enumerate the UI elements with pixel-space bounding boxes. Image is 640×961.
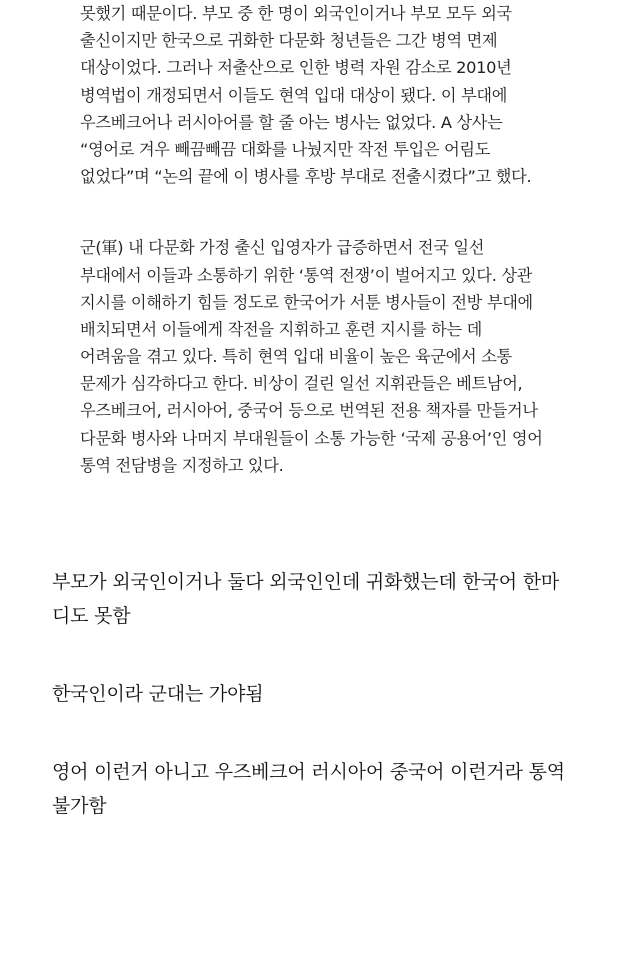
article-line: 대상이었다. 그러나 저출산으로 인한 병력 자원 감소로 2010년 [80,58,512,78]
article-line: 출신이지만 한국으로 귀화한 다문화 청년들은 그간 병역 면제 [80,31,498,51]
comment-3 [52,755,632,823]
article-line: 배치되면서 이들에게 작전을 지휘하고 훈련 지시를 하는 데 [80,319,483,339]
article-line: 지시를 이해하기 힘들 정도로 한국어가 서툰 병사들이 전방 부대에 [80,292,533,312]
article-line: 통역 전담병을 지정하고 있다. [80,455,284,475]
article-line: 문제가 심각하다고 한다. 비상이 걸린 일선 지휘관들은 베트남어, [80,374,523,394]
article-paragraph-1 [80,0,580,190]
article-line: “영어로 겨우 빼끔빼끔 대화를 나눴지만 작전 투입은 어림도 [80,139,491,159]
article-line: 없었다”며 “논의 끝에 이 병사를 후방 부대로 전출시켰다”고 했다. [80,167,532,187]
article-line: 부대에서 이들과 소통하기 위한 ‘통역 전쟁’이 벌어지고 있다. 상관 [80,265,533,285]
comment-1 [52,565,632,633]
article-line: 군(軍) 내 다문화 가정 출신 입영자가 급증하면서 전국 일선 [80,238,485,258]
comment-line: 불가함 [52,795,107,817]
comment-2 [52,677,632,711]
article-excerpt [80,0,580,479]
comment-line: 부모가 외국인이거나 둘다 외국인인데 귀화했는데 한국어 한마 [52,571,560,593]
article-line: 어려움을 겪고 있다. 특히 현역 입대 비율이 높은 육군에서 소통 [80,347,512,367]
comment-line: 디도 못함 [52,605,131,627]
article-line: 못했기 때문이다. 부모 중 한 명이 외국인이거나 부모 모두 외국 [80,4,512,23]
comment-line: 영어 이런거 아니고 우즈베크어 러시아어 중국어 이런거라 통역 [52,761,565,783]
article-line: 우즈베크어나 러시아어를 할 줄 아는 병사는 없었다. A 상사는 [80,112,503,132]
commentary [52,565,632,823]
article-line: 우즈베크어, 러시아어, 중국어 등으로 번역된 전용 책자를 만들거나 [80,401,538,421]
article-line: 병역법이 개정되면서 이들도 현역 입대 대상이 됐다. 이 부대에 [80,85,508,105]
article-paragraph-2 [80,234,580,479]
article-line: 다문화 병사와 나머지 부대원들이 소통 가능한 ‘국제 공용어’인 영어 [80,428,543,448]
comment-line: 한국인이라 군대는 가야됨 [52,683,264,705]
